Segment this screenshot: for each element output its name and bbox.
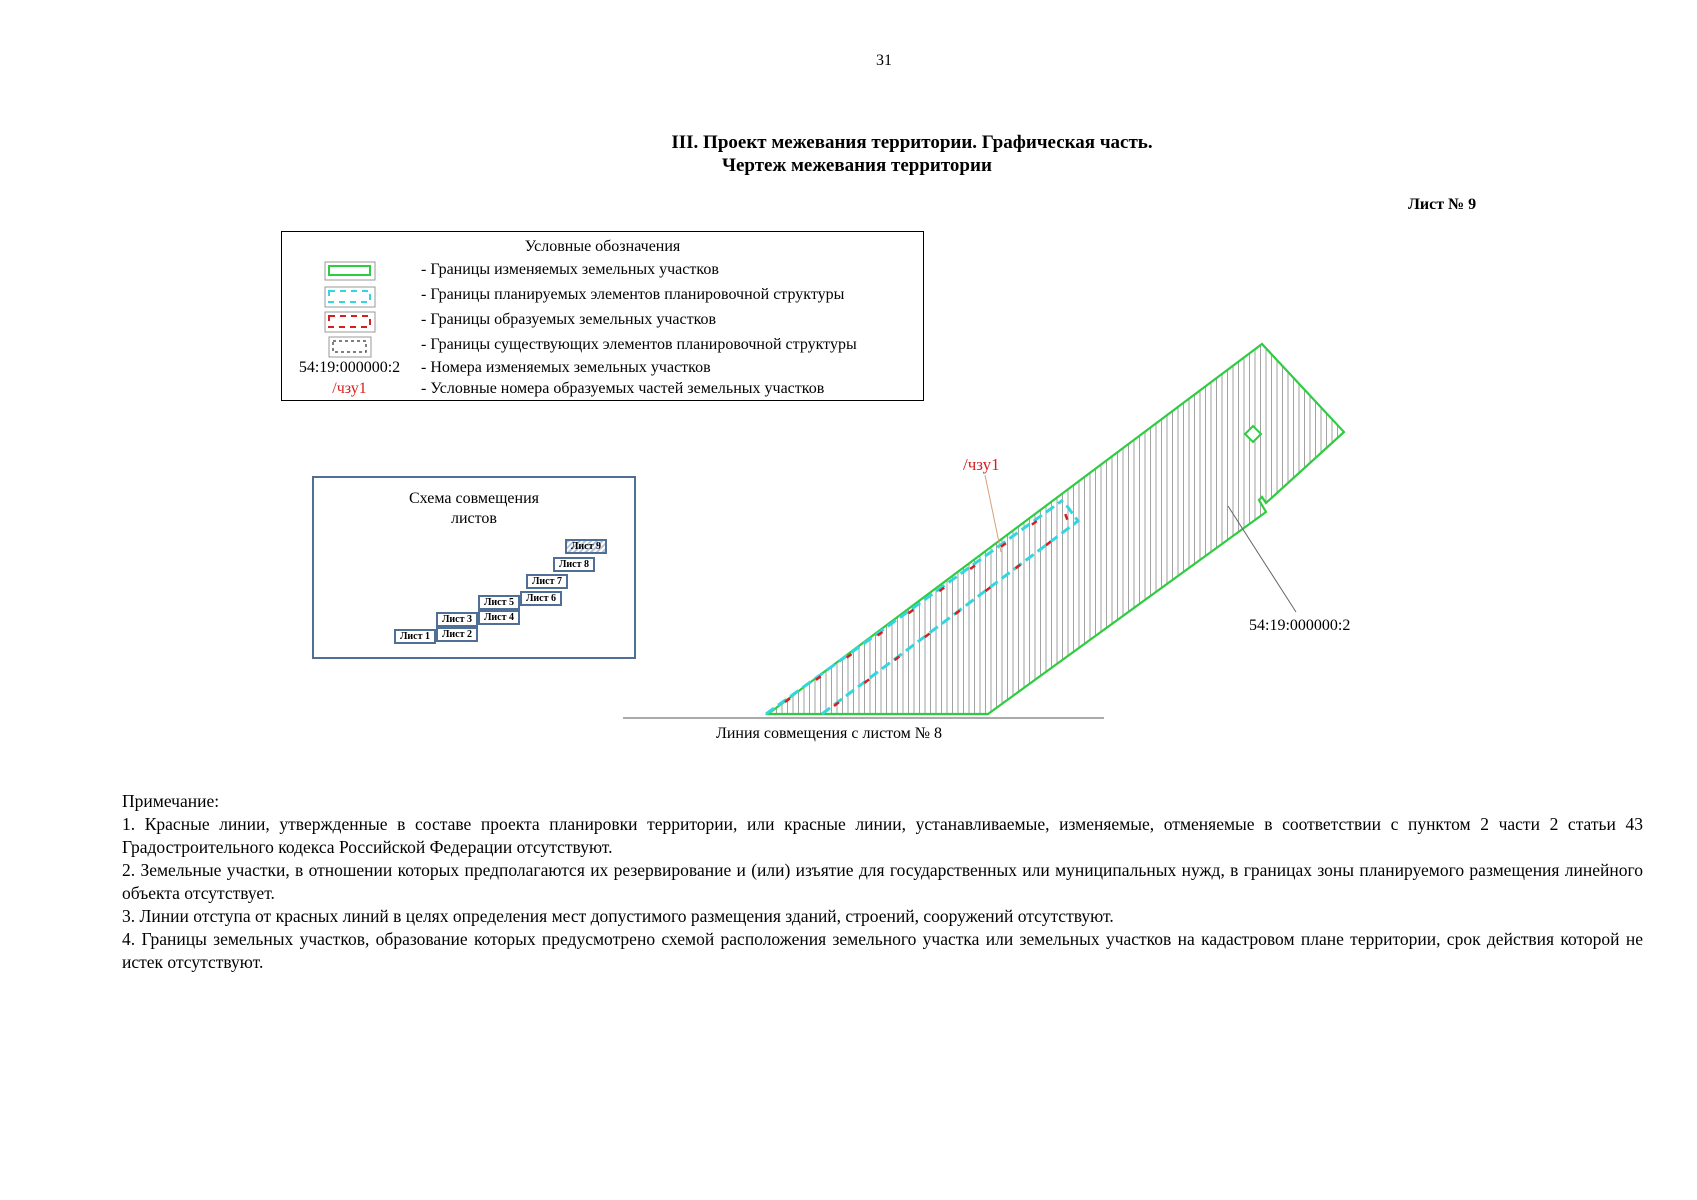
part-number-label: /чзу1 (963, 455, 1000, 474)
legend-label: - Номера изменяемых земельных участков (421, 359, 711, 376)
parcel-label-leader (1228, 506, 1296, 612)
part-number-sample: /чзу1 (332, 380, 367, 397)
sheet-tile-5: Лист 5 (478, 595, 520, 610)
legend-label: - Условные номера образуемых частей земельных участков (421, 380, 825, 397)
drawing-title: Чертеж межевания территории (722, 155, 992, 176)
sheet-tile-7: Лист 7 (526, 574, 568, 589)
scheme-title-line-1: Схема совмещения (408, 490, 539, 507)
page-number: 31 (876, 52, 892, 69)
legend-label: - Границы образуемых земельных участков (421, 311, 717, 328)
legend-label: - Границы планируемых элементов планировочной структуры (421, 286, 845, 303)
changed-parcel-area (768, 344, 1344, 714)
notes (122, 790, 1643, 974)
sheet-tile-3: Лист 3 (436, 612, 478, 627)
sheet-tile-6: Лист 6 (520, 591, 562, 606)
junction-line-label: Линия совмещения с листом № 8 (716, 725, 943, 742)
parcel-number-sample: 54:19:000000:2 (298, 359, 401, 376)
sheet-number-label: Лист № 9 (1408, 196, 1477, 213)
legend-label: - Границы изменяемых земельных участков (421, 261, 719, 278)
note-item-4: 4. Границы земельных участков, образование которых предусмотрено схемой расположения земельного участка или земельных участков на кадастровом плане территории, срок действия которой не истек отсутствуют. (122, 929, 1643, 972)
note-item-1: 1. Красные линии, утвержденные в составе проекта планировки территории, или красные линии, устанавливаемые, изменяемые, отменяемые в соответствии с пунктом 2 части 2 статьи 43 Градостроительного кодекса Российской Федерации отсутствуют. (122, 814, 1643, 857)
legend-heading: Условные обозначения (524, 238, 681, 255)
sheet-tile-2: Лист 2 (436, 627, 478, 642)
note-item-3: 3. Линии отступа от красных линий в целях определения мест допустимого размещения зданий, строений, сооружений отсутствуют. (122, 906, 1114, 926)
sheet-tile-9-current: Лист 9 (565, 539, 607, 554)
parcel-number-label: 54:19:000000:2 (1249, 617, 1351, 634)
notes-heading: Примечание: (122, 791, 220, 811)
legend-label: - Границы существующих элементов планировочной структуры (421, 336, 857, 353)
sheet-tile-1: Лист 1 (394, 629, 436, 644)
scheme-title-line-2: листов (451, 510, 497, 527)
note-item-2: 2. Земельные участки, в отношении которых предполагаются их резервирование и (или) изъятие для государственных или муниципальных нужд, в границах зоны планируемого размещения линейного объекта отсутствует. (122, 860, 1643, 903)
part-label-leader (985, 475, 1001, 552)
document-title: III. Проект межевания территории. Графическая часть. (671, 132, 1153, 153)
sheet-tile-8: Лист 8 (553, 557, 595, 572)
sheet-tile-4: Лист 4 (478, 610, 520, 625)
